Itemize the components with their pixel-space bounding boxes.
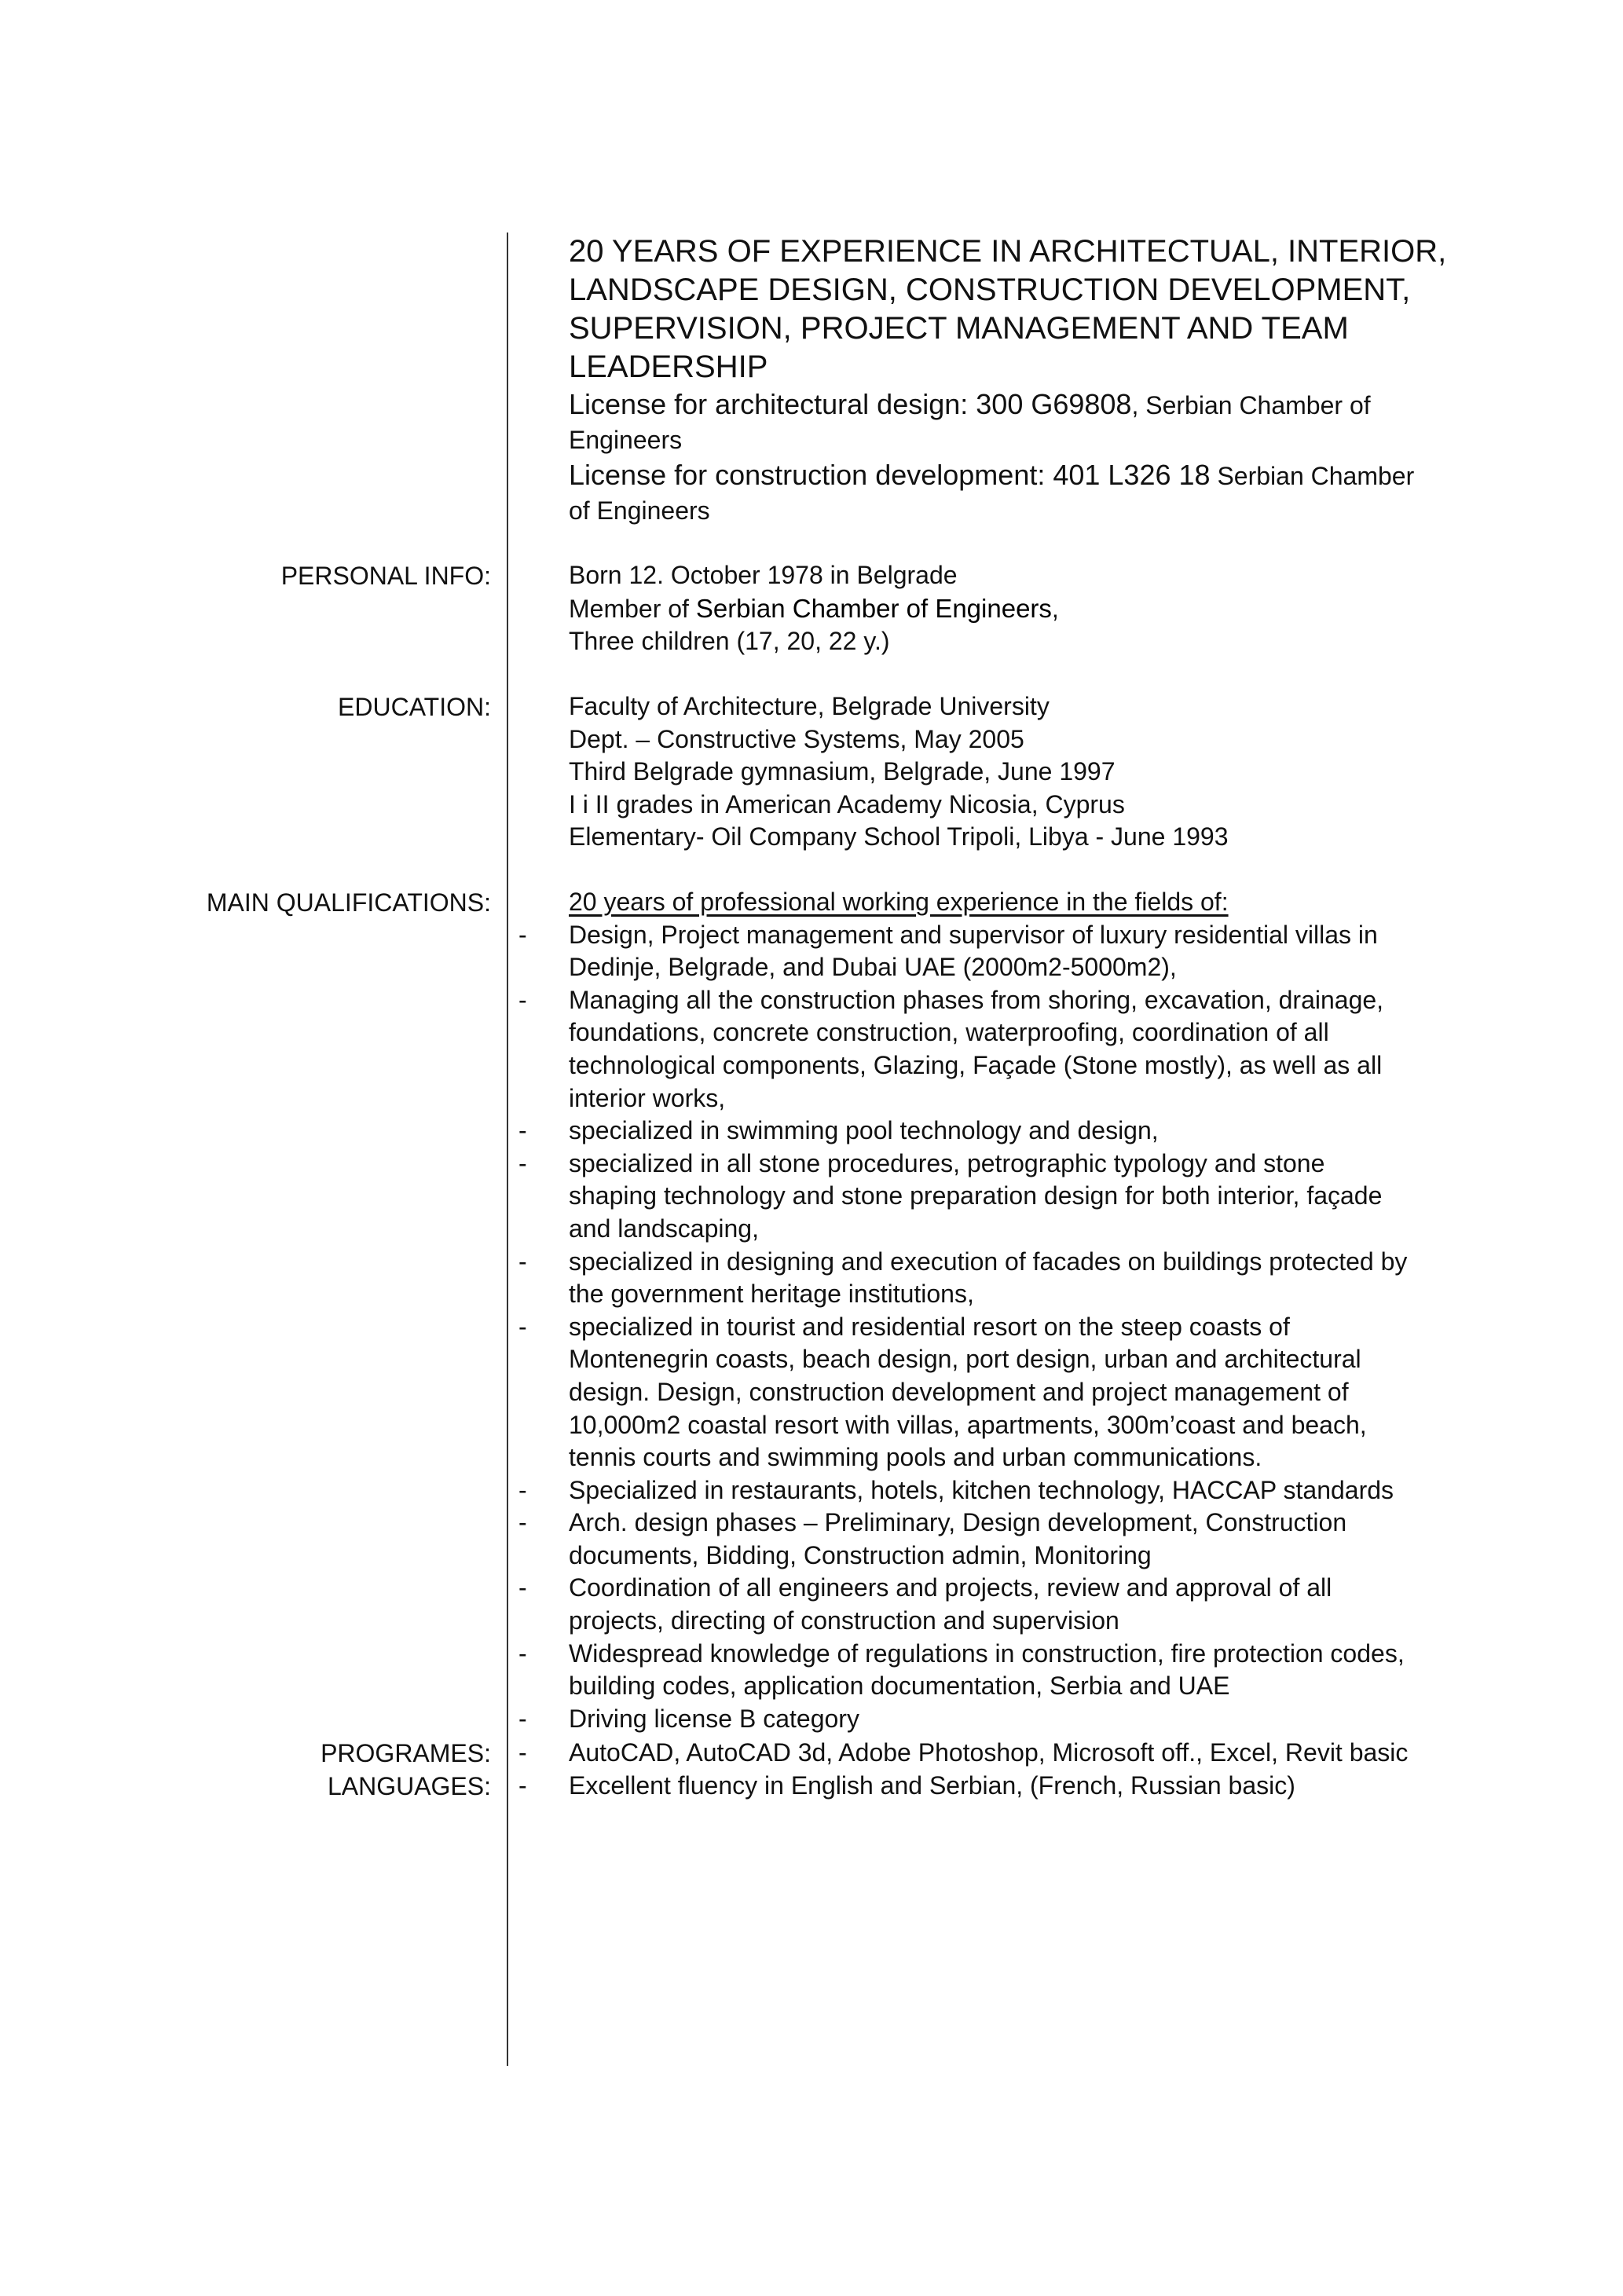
license-issuer-continued: Engineers	[569, 426, 683, 454]
qualification-line: design. Design, construction development and project management of	[569, 1377, 1349, 1406]
headline-line: SUPERVISION, PROJECT MANAGEMENT AND TEAM	[569, 311, 1349, 346]
license-number: 401 L326 18	[1053, 459, 1211, 491]
member-suffix: ,	[1051, 594, 1059, 623]
qualification-line: Coordination of all engineers and projects, review and approval of all	[569, 1573, 1332, 1602]
bullet-dash: -	[518, 1771, 527, 1800]
qualification-line: tennis courts and swimming pools and urban communications.	[569, 1443, 1262, 1472]
bullet-dash: -	[518, 1116, 527, 1145]
education-line: Third Belgrade gymnasium, Belgrade, June 1997	[569, 757, 1116, 786]
qualification-item	[0, 1115, 1504, 1148]
qualification-item	[0, 1474, 1504, 1507]
qualification-line: the government heritage institutions,	[569, 1280, 974, 1309]
membership-line	[569, 592, 1480, 626]
languages-section	[0, 1770, 1623, 1803]
member-prefix: Member of	[569, 594, 696, 623]
license-label: License for construction development:	[569, 459, 1053, 491]
license-issuer-continued: of Engineers	[569, 496, 710, 525]
bullet-dash: -	[518, 1508, 527, 1537]
qualification-line: specialized in designing and execution of facades on buildings protected by	[569, 1247, 1408, 1276]
qualification-item	[0, 1148, 1504, 1246]
qualification-item	[0, 919, 1504, 984]
bullet-dash: -	[518, 1247, 527, 1276]
children-line: Three children (17, 20, 22 y.)	[569, 627, 890, 656]
languages-text: Excellent fluency in English and Serbian, (French, Russian basic)	[569, 1771, 1295, 1800]
qualifications-intro	[569, 886, 1480, 919]
qualification-line: projects, directing of construction and supervision	[569, 1606, 1119, 1635]
architectural-license	[569, 386, 1496, 423]
qualification-item	[0, 984, 1504, 1115]
headline	[569, 233, 1496, 386]
born-line: Born 12. October 1978 in Belgrade	[569, 561, 958, 589]
qualification-line: and landscaping,	[569, 1214, 759, 1243]
education-line: Dept. – Constructive Systems, May 2005	[569, 724, 1024, 753]
section-label: LANGUAGES:	[327, 1771, 491, 1800]
qualification-line: Specialized in restaurants, hotels, kitchen technology, HACCAP standards	[569, 1475, 1394, 1504]
qualification-line: Managing all the construction phases from shoring, excavation, drainage,	[569, 985, 1384, 1014]
qualification-line: interior works,	[569, 1083, 726, 1112]
bullet-dash: -	[518, 1704, 527, 1733]
qualification-line: foundations, concrete construction, waterproofing, coordination of all	[569, 1018, 1329, 1047]
headline-line: LANDSCAPE DESIGN, CONSTRUCTION DEVELOPMENT,	[569, 273, 1411, 307]
license-issuer: , Serbian Chamber of	[1131, 391, 1371, 419]
qualification-item	[0, 1507, 1504, 1572]
bullet-dash: -	[518, 1475, 527, 1504]
headline-line: LEADERSHIP	[569, 350, 768, 384]
license-number: 300 G69808	[976, 388, 1132, 420]
qualification-line: Design, Project management and supervisor of luxury residential villas in	[569, 920, 1378, 949]
qualification-item	[0, 1311, 1504, 1474]
cv-header	[569, 233, 1496, 528]
education-line: I i II grades in American Academy Nicosia, Cyprus	[569, 789, 1125, 818]
qualification-line: 10,000m2 coastal resort with villas, apartments, 300m’coast and beach,	[569, 1410, 1367, 1439]
qualifications-intro-text: 20 years of professional working experience in the fields of:	[569, 888, 1229, 916]
education-line: Elementary- Oil Company School Tripoli, Libya - June 1993	[569, 822, 1229, 851]
qualification-line: Montenegrin coasts, beach design, port design, urban and architectural	[569, 1345, 1361, 1374]
construction-license	[569, 457, 1496, 494]
qualifications-list	[0, 919, 1623, 1736]
license-label: License for architectural design:	[569, 388, 976, 420]
qualification-line: specialized in swimming pool technology and design,	[569, 1116, 1159, 1145]
bullet-dash: -	[518, 1738, 527, 1767]
bullet-dash: -	[518, 1148, 527, 1177]
member-organization: Serbian Chamber of Engineers	[695, 593, 1052, 623]
section-label: PROGRAMES:	[321, 1739, 491, 1767]
qualification-line: specialized in tourist and residential resort on the steep coasts of	[569, 1312, 1290, 1341]
qualification-line: building codes, application documentation, Serbia and UAE	[569, 1672, 1230, 1701]
languages-item	[0, 1770, 1504, 1803]
section-label: PERSONAL INFO:	[280, 562, 491, 590]
section-label: EDUCATION:	[338, 693, 491, 721]
qualification-item	[0, 1638, 1504, 1703]
qualification-line: Dedinje, Belgrade, and Dubai UAE (2000m2-5000m2),	[569, 953, 1177, 982]
headline-line: 20 YEARS OF EXPERIENCE IN ARCHITECTUAL, INTERIOR,	[569, 234, 1447, 269]
qualification-line: technological components, Glazing, Façade (Stone mostly), as well as all	[569, 1050, 1383, 1079]
qualification-line: Driving license B category	[569, 1704, 859, 1733]
qualification-item	[0, 1572, 1504, 1637]
qualification-item	[0, 1703, 1504, 1736]
programes-item	[0, 1737, 1504, 1770]
bullet-dash: -	[518, 1573, 527, 1602]
education-content	[569, 690, 1480, 854]
license-issuer: Serbian Chamber	[1210, 462, 1415, 490]
qualification-line: documents, Bidding, Construction admin, Monitoring	[569, 1540, 1152, 1569]
bullet-dash: -	[518, 920, 527, 949]
qualification-line: Arch. design phases – Preliminary, Design development, Construction	[569, 1508, 1347, 1537]
section-label: MAIN QUALIFICATIONS:	[206, 888, 491, 917]
personal-info-content	[569, 559, 1480, 658]
education-line: Faculty of Architecture, Belgrade University	[569, 692, 1050, 720]
bullet-dash: -	[518, 1639, 527, 1668]
bullet-dash: -	[518, 985, 527, 1014]
bullet-dash: -	[518, 1312, 527, 1341]
programes-section	[0, 1737, 1623, 1770]
qualification-item	[0, 1246, 1504, 1311]
qualification-line: specialized in all stone procedures, petrographic typology and stone	[569, 1148, 1325, 1177]
qualification-line: Widespread knowledge of regulations in construction, fire protection codes,	[569, 1639, 1405, 1668]
programes-text: AutoCAD, AutoCAD 3d, Adobe Photoshop, Microsoft off., Excel, Revit basic	[569, 1738, 1409, 1767]
qualification-line: shaping technology and stone preparation design for both interior, façade	[569, 1181, 1383, 1210]
